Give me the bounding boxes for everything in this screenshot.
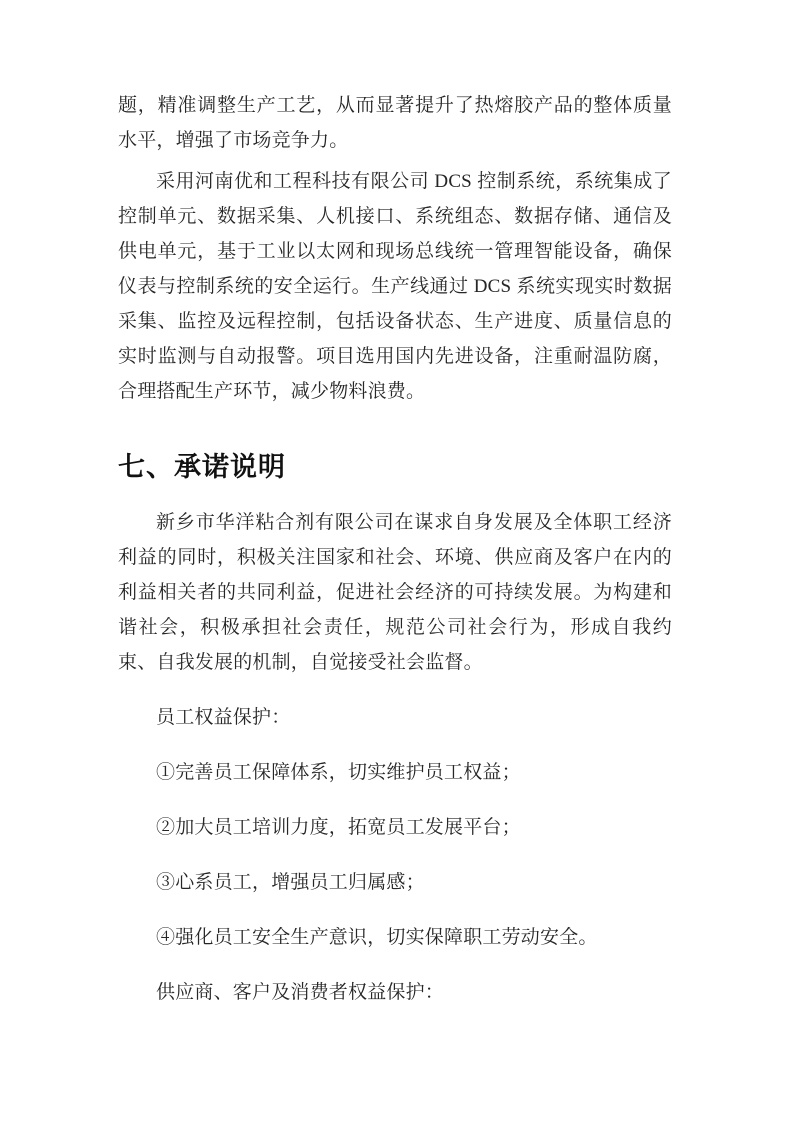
paragraph-quality-improvement: 题，精准调整生产工艺，从而显著提升了热熔胶产品的整体质量水平，增强了市场竞争力。 [118, 95, 672, 151]
label-supplier-customer-rights: 供应商、客户及消费者权益保护： [156, 982, 445, 1003]
section-heading-commitment: 七、承诺说明 [118, 452, 286, 482]
list-item-employee-2: ②加大员工培训力度，拓宽员工发展平台； [156, 817, 521, 838]
label-employee-rights: 员工权益保护： [156, 707, 291, 728]
list-item-employee-1: ①完善员工保障体系，切实维护员工权益； [156, 762, 521, 783]
paragraph-dcs-control-system: 采用河南优和工程科技有限公司 DCS 控制系统，系统集成了控制单元、数据采集、人机接口、系统组态、数据存储、通信及供电单元，基于工业以太网和现场总线统一管理智能设备，确保仪表与控制系统的安全运行。生产线通过 DCS 系统实现实时数据采集、监控及远程控制，包括设备状态、生产进度、质量信息的实时监测与自动报警。项目选用国内先进设备，注重耐温防腐，合理搭配生产环节，减少物料浪费。 [118, 171, 672, 402]
list-item-employee-3: ③心系员工，增强员工归属感； [156, 872, 425, 893]
paragraph-social-responsibility: 新乡市华洋粘合剂有限公司在谋求自身发展及全体职工经济利益的同时，积极关注国家和社会、环境、供应商及客户在内的利益相关者的共同利益，促进社会经济的可持续发展。为构建和谐社会，积极承担社会责任，规范公司社会行为，形成自我约束、自我发展的机制，自觉接受社会监督。 [118, 512, 672, 673]
list-item-employee-4: ④强化员工安全生产意识，切实保障职工劳动安全。 [156, 927, 598, 948]
